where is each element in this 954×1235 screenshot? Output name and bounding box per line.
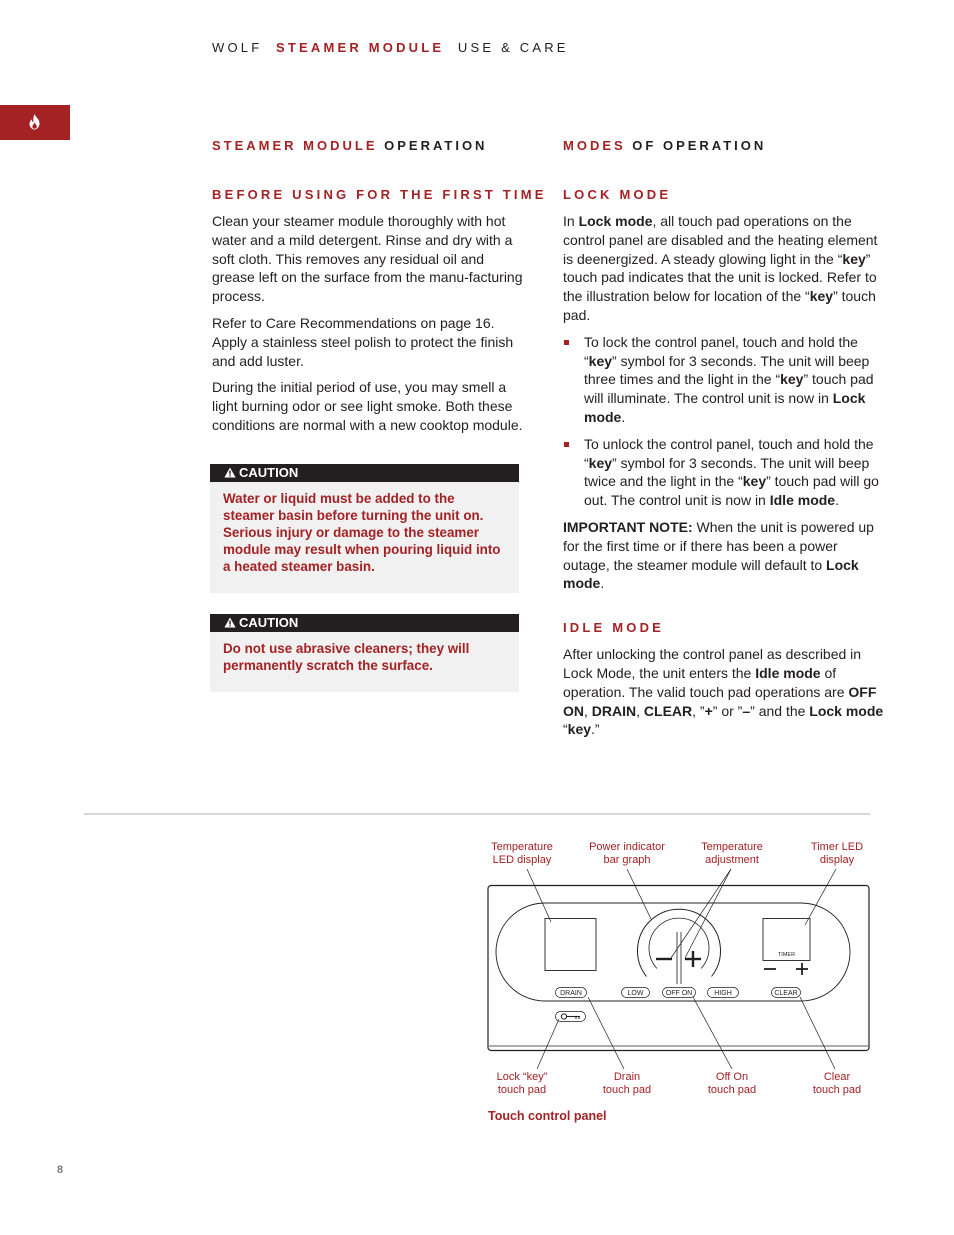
label-lock-key: Lock “key” touch pad [496,1071,548,1096]
label-timer-led: Timer LED display [810,841,864,866]
temperature-led-display [545,919,596,971]
caution-text-water: Water or liquid must be added to the steamer basin before turning the unit on. Serious injury or damage to the steamer module may result when pouring liquid into a heated steamer basin. [223,490,501,574]
label-drain: Drain touch pad [602,1071,652,1096]
timer-adjustment-buttons [764,963,808,975]
label-temperature-adjustment: Temperature adjustment [701,841,763,866]
caution-bar: CAUTION [210,614,519,632]
drain-pad-label: DRAIN [560,990,582,997]
paragraph-odor: During the initial period of use, you may smell a light burning odor or see light smoke. Both these conditions are normal with a new cooktop module. [212,379,523,433]
header-product: STEAMER MODULE [275,40,445,55]
label-temperature-led: Temperature LED display [491,841,553,866]
label-clear: Clear touch pad [812,1071,862,1096]
paragraph-idle-mode: After unlocking the control panel as described in Lock Mode, the unit enters the Idle mode of operation. The valid touch pad operations are OFF ON, DRAIN, CLEAR, ”+” or ”–” and the Lock mode “key.” [563,646,884,738]
section-title-operation: STEAMER MODULE OPERATION [212,138,488,153]
caution-text-abrasive: Do not use abrasive cleaners; they will permanently scratch the surface. [223,640,470,673]
label-off-on: Off On touch pad [707,1071,757,1096]
subheading-idle-mode: IDLE MODE [563,620,665,636]
header-suffix: USE & CARE [457,40,569,55]
list-item: To lock the control panel, touch and hold the “key” symbol for 3 seconds. The unit will beep three times and the light in the “key” touch pad will illuminate. The control unit is now in Lock mode. [563,333,885,427]
clear-pad-label: CLEAR [774,990,798,997]
important-note: IMPORTANT NOTE: When the unit is powered up for the first time or if there has been a power outage, the steamer module will default to Lock mode. [563,518,874,592]
subheading-first-time: BEFORE USING FOR THE FIRST TIME [212,187,547,202]
header-brand: WOLF [212,40,263,55]
diagram-caption: Touch control panel [488,1109,607,1123]
power-indicator-inner-arc [649,918,709,968]
key-icon [561,1014,580,1019]
list-item: To unlock the control panel, touch and hold the “key” symbol for 3 seconds. The unit will beep twice and the light in the “key” touch pad will go out. The control unit is now in Idle mode. [563,435,885,510]
temperature-adjustment-buttons [656,951,701,967]
caution-bar: CAUTION [210,464,519,482]
subheading-lock-mode: LOCK MODE [563,187,672,202]
low-pad-label: LOW [627,990,644,997]
paragraph-lock-mode: In Lock mode, all touch pad operations on the control panel are disabled and the heating element is deenergized. A steady glowing light in the “key” touch pad indicates that the unit is locked. Refer to the illustration below for location of the “key” touch pad. [563,213,878,323]
high-pad-label: HIGH [714,990,732,997]
section-title-modes: MODES OF OPERATION [563,138,767,153]
power-indicator-arc [637,909,720,976]
leader-lines [527,869,836,1069]
label-power-indicator: Power indicator bar graph [589,841,665,866]
page-number: 8 [57,1164,64,1176]
paragraph-polish: Refer to Care Recommendations on page 16. Apply a stainless steel polish to protect the finish and add luster. [212,314,514,369]
paragraph-clean: Clean your steamer module thoroughly with hot water and a mild detergent. Rinse and dry with a soft cloth. This removes any residual oil and grease left on the surface from the manu-facturing process. [212,213,523,305]
timer-label: TIMER [777,952,796,958]
off-on-pad-label: OFF ON [665,990,693,997]
